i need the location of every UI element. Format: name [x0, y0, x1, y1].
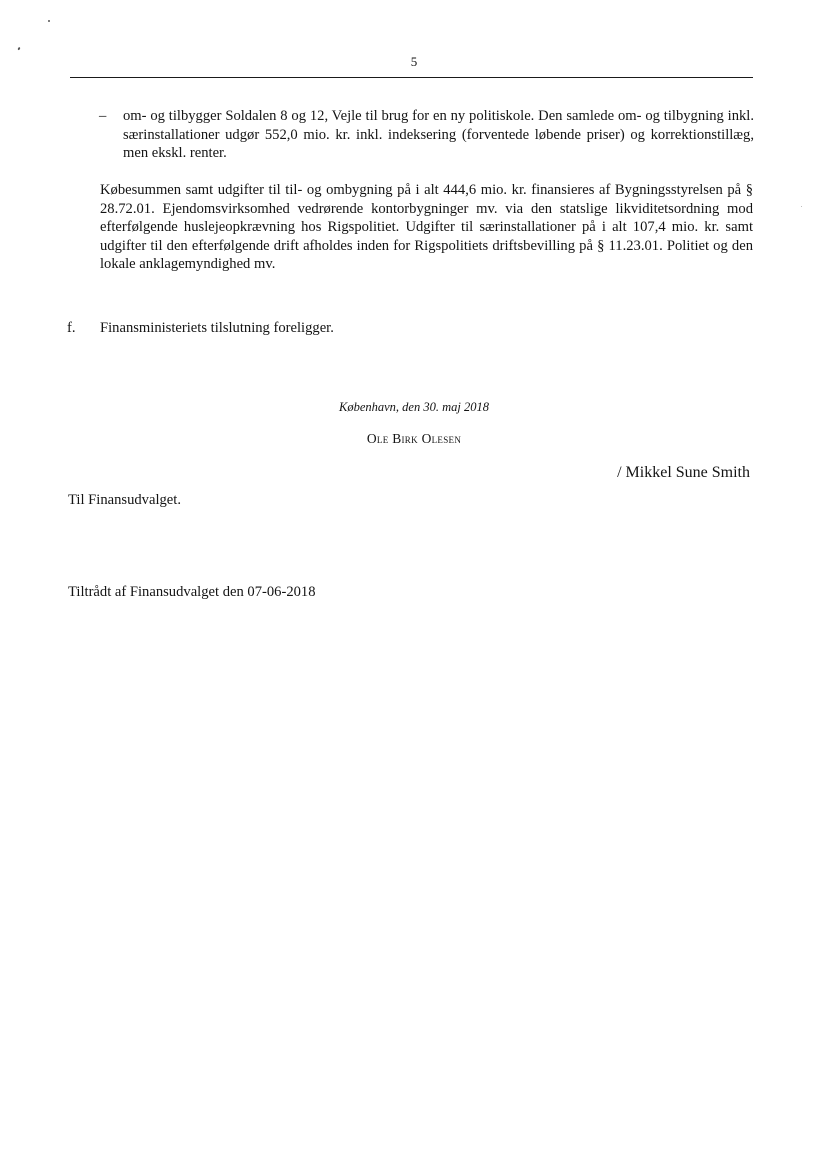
addressee: Til Finansudvalget. [68, 492, 181, 508]
approval-note: Tiltrådt af Finansudvalget den 07-06-2018 [68, 584, 316, 600]
header-rule [70, 77, 753, 78]
bullet-dash: – [99, 108, 107, 124]
item-f-text: Finansministeriets tilslutning foreligger. [100, 320, 334, 336]
minister-name: Ole Birk Olesen [366, 431, 462, 446]
scan-speck [48, 20, 50, 22]
place-date: København, den 30. maj 2018 [339, 400, 489, 414]
scan-speck [801, 206, 802, 207]
signatory: / Mikkel Sune Smith [617, 464, 750, 481]
page-number: 5 [410, 54, 418, 69]
item-f-letter: f. [67, 320, 76, 336]
bullet-item [99, 107, 754, 163]
scan-speck [17, 47, 20, 50]
bullet-text: om- og tilbygger Soldalen 8 og 12, Vejle til brug for en ny politiskole. Den samlede om- og tilbygning inkl. særinstallationer udgør 552,0 mio. kr. inkl. indeksering (forventede løbende priser) og korrektionstillæg, men ekskl. renter. [123, 108, 754, 162]
financing-paragraph: Købesummen samt udgifter til til- og ombygning på i alt 444,6 mio. kr. finansieres af Bygningsstyrelsen på § 28.72.01. Ejendomsvirksomhed vedrørende kontorbygninger mv. via den statslige likviditetsordning mod efterfølgende huslejeopkrævning hos Rigspolitiet. Udgifter til særinstallationer på i alt 107,4 mio. kr. samt udgifter til den efterfølgende drift afholdes inden for Rigspolitiets driftsbevilling på § 11.23.01. Politiet og den lokale anklagemyndighed mv. [100, 182, 753, 273]
